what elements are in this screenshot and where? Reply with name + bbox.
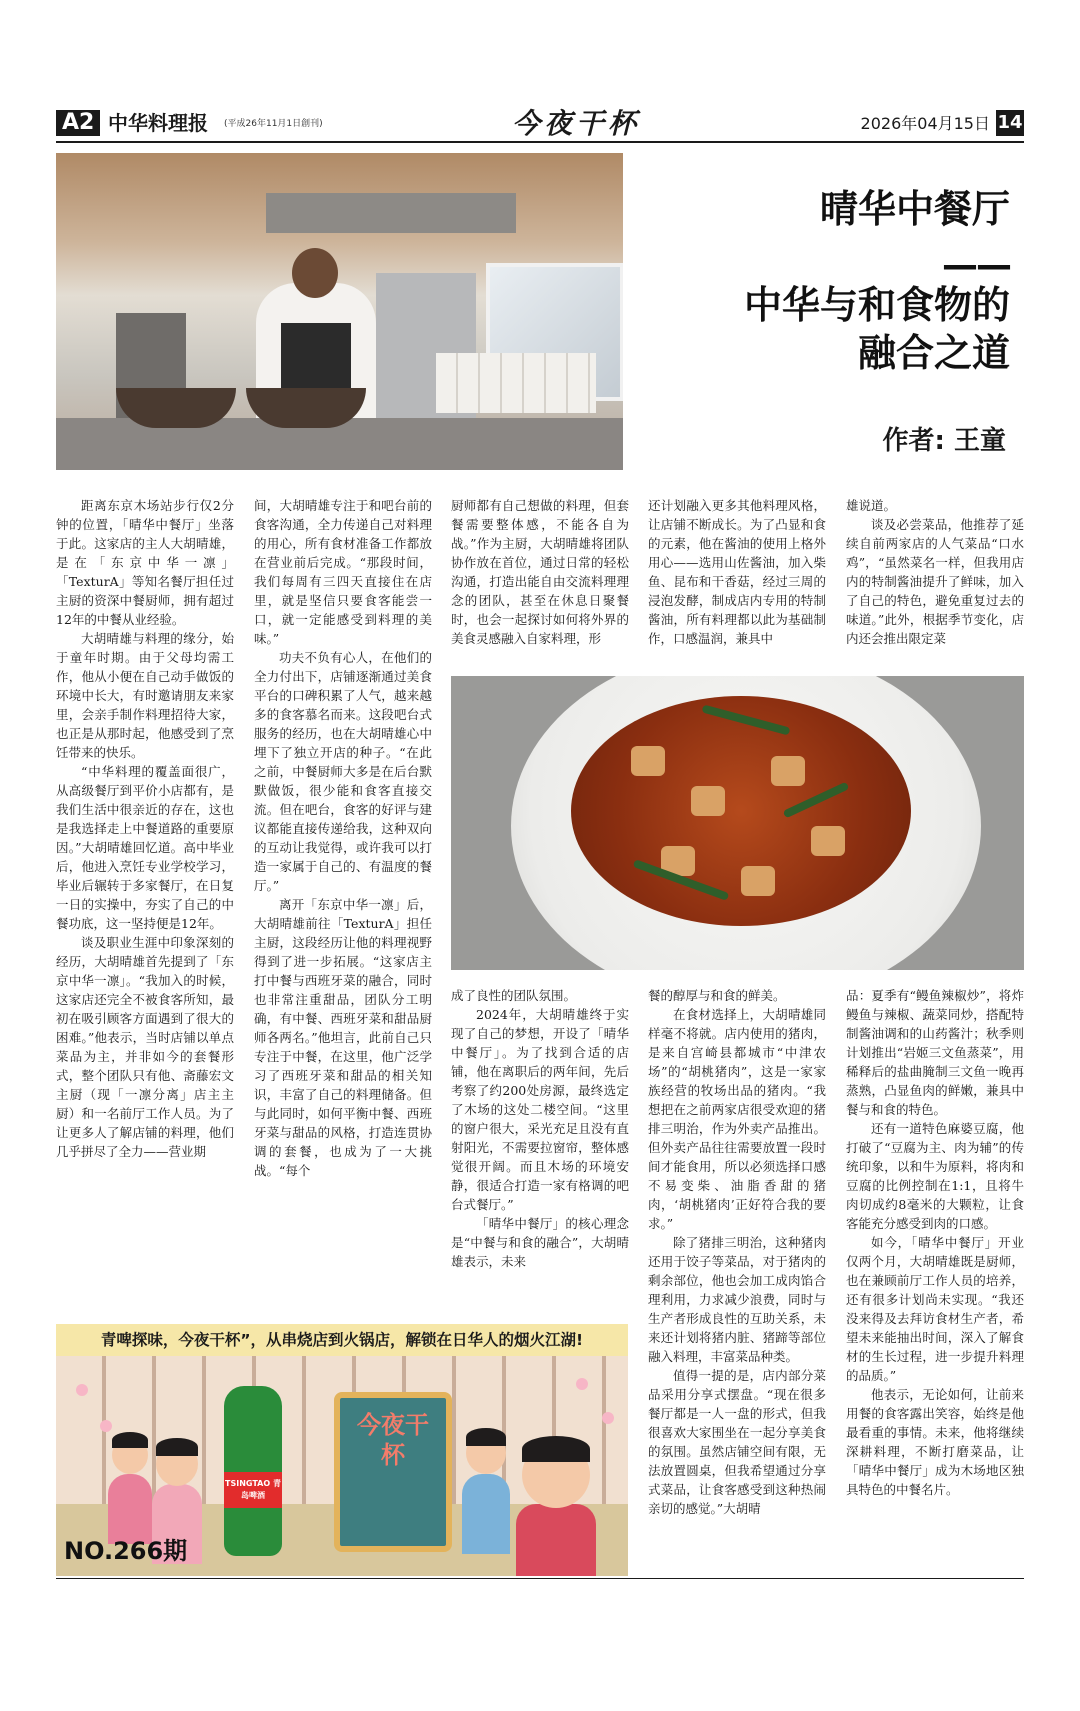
- paragraph: 2024年，大胡晴雄终于实现了自己的梦想，开设了「晴华中餐厅」。为了找到合适的店铺，他在离职后的两年间，先后考察了约200处房源，最终选定了木场的这处二楼空间。“这里的窗户很大，采光充足且没有直射阳光，不需要拉窗帘，整体感觉很开阔。而且木场的环境安静，很适合打造一家有格调的吧台式餐厅。”: [451, 1007, 629, 1212]
- article-column-4-top: [648, 496, 826, 648]
- paragraph: 大胡晴雄与料理的缘分，始于童年时期。由于父母均需工作，他从小便在自己动手做饭的环境中长大，有时邀请朋友来家里，会亲手制作料理招待大家，也正是从那时起，他感受到了烹饪带来的快乐。: [56, 631, 234, 760]
- paragraph: 离开「东京中华一凛」后，大胡晴雄前往「TexturA」担任主厨，这段经历让他的料理视野得到了进一步拓展。“这家店主打中餐与西班牙菜的融合，同时也非常注重甜品，团队分工明确，有中餐、西班牙菜和甜品厨师各两名。”他坦言，此前自己只专注于中餐，在这里，他广泛学习了西班牙菜和甜品的相关知识，丰富了自己的料理储备。但与此同时，如何平衡中餐、西班牙菜与甜品的风格，打造连贯协调的套餐，也成为了一大挑战。“每个: [254, 897, 432, 1178]
- paragraph: 值得一提的是，店内部分菜品采用分享式摆盘。“现在很多餐厅都是一人一盘的形式，但我很喜欢大家围坐在一起分享美食的氛围。虽然店铺空间有限，无法放置圆桌，但我希望通过分享式菜品，让食客感受到这种热闹亲切的感觉。”大胡晴: [648, 1368, 826, 1516]
- paragraph: 品：夏季有“鳗鱼辣椒炒”，将炸鳗鱼与辣椒、蔬菜同炒，搭配特制酱油调和的山药酱汁；秋季则计划推出“岩姬三文鱼蒸菜”，用稀释后的盐曲腌制三文鱼一晚再蒸熟，凸显鱼肉的鲜嫩，兼具中餐与和食的特色。: [846, 988, 1024, 1117]
- headline-dash: ——: [942, 245, 1010, 286]
- article-column-5-top: [846, 496, 1024, 648]
- article-column-3-bottom: [451, 986, 629, 1271]
- article-column-4-bottom: [648, 986, 826, 1518]
- paragraph: 还有一道特色麻婆豆腐，他打破了“豆腐为主、肉为辅”的传统印象，以和牛为原料，将肉和豆腐的比例控制在1:1，且将牛肉切成约8毫米的大颗粒，让食客能充分感受到肉的口感。: [846, 1121, 1024, 1231]
- paragraph: 在食材选择上，大胡晴雄同样毫不将就。店内使用的猪肉，是来自宫崎县都城市“中津农场”的“胡桃猪肉”，这是一家家族经营的牧场出品的猪肉。“我想把在之前两家店很受欢迎的猪排三明治，作为外卖产品推出。但外卖产品往往需要放置一段时间才能食用，所以必须选择口感不易变柴、油脂香甜的猪肉，‘胡桃猪肉’正好符合我的要求。”: [648, 1007, 826, 1231]
- article-column-5-bottom: [846, 986, 1024, 1499]
- beer-bottle-illustration: [224, 1386, 282, 1556]
- page-number: 14: [996, 110, 1024, 136]
- paragraph: 「晴华中餐厅」的核心理念是“中餐与和食的融合”，大胡晴雄表示，未来: [451, 1216, 629, 1269]
- article-column-3-top: [451, 496, 629, 648]
- paragraph: “中华料理的覆盖面很广，从高级餐厅到平价小店都有，是我们生活中很亲近的存在，这也是我选择走上中餐道路的重要原因。”大胡晴雄回忆道。高中毕业后，他进入烹饪专业学校学习，毕业后辗转于多家餐厅，在日复一日的实操中，夯实了自己的中餐功底，这一坚持便是12年。: [56, 764, 234, 931]
- paper-name: 中华料理报: [108, 111, 208, 135]
- issue-date: 2026年04月15日: [860, 114, 990, 133]
- masthead: [56, 108, 1024, 140]
- paragraph: 谈及必尝菜品，他推荐了延续自前两家店的人气菜品“口水鸡”，“虽然菜名一样，但我用店内的特制酱油提升了鲜味，加入了自己的特色，避免重复过去的味道。”此外，根据季节变化，店内还会推出限定菜: [846, 517, 1024, 646]
- author-byline: 作者: 王童: [882, 426, 1006, 456]
- paragraph: 功夫不负有心人，在他们的全力付出下，店铺逐渐通过美食平台的口碑积累了人气，越来越多的食客慕名而来。这段吧台式服务的经历，也在大胡晴雄心中埋下了独立开店的种子。“在此之前，中餐厨师大多是在后台默默做饭，很少能和食客直接交流。但在吧台，食客的好评与建议都能直接传递给我，这种双向的互动让我觉得，或许我可以打造一家属于自己的、有温度的餐厅。”: [254, 650, 432, 893]
- kitchen-photo: [56, 153, 623, 470]
- paragraph: 还计划融入更多其他料理风格，让店铺不断成长。为了凸显和食的元素，他在酱油的使用上格外用心——选用山佐酱油，加入柴鱼、昆布和干香菇，经过三周的浸泡发酵，制成店内专用的特制酱油，所有料理都以此为基础制作，口感温润，兼具中: [648, 498, 826, 646]
- promo-banner: [56, 1324, 628, 1576]
- headline-subtitle-line1: 中华与和食物的: [743, 283, 1010, 327]
- paragraph: 如今，「晴华中餐厅」开业仅两个月，大胡晴雄既是厨师，也在兼顾前厅工作人员的培养，还有很多计划尚未实现。“我还没来得及去拜访食材生产者，希望未来能抽出时间，深入了解食材的生长过程，进一步提升料理的品质。”: [846, 1235, 1024, 1383]
- article-column-1: [56, 496, 234, 1161]
- paragraph: 成了良性的团队氛围。: [451, 988, 577, 1003]
- issue-number: NO.266期: [64, 1537, 188, 1565]
- banner-sign-text: 今夜干杯: [357, 1411, 429, 1469]
- headline-subtitle-line2: 融合之道: [857, 331, 1010, 375]
- founding-note: (平成26年11月1日創刊): [224, 119, 323, 129]
- paragraph: 餐的醇厚与和食的鲜美。: [648, 988, 786, 1003]
- paragraph: 除了猪排三明治，这种猪肉还用于饺子等菜品，对于猪肉的剩余部位，他也会加工成肉馅合理利用，力求减少浪费，同时与生产者形成良性的互助关系，未来还计划将猪内脏、猪蹄等部位融入料理，丰富菜品种类。: [648, 1235, 826, 1364]
- paragraph: 雄说道。: [846, 498, 897, 513]
- bottom-rule: [56, 1578, 1024, 1579]
- paragraph: 他表示，无论如何，让前来用餐的食客露出笑容，始终是他最看重的事情。未来，他将继续深耕料理，不断打磨菜品，让「晴华中餐厅」成为木场地区独具特色的中餐名片。: [846, 1387, 1024, 1497]
- paragraph: 距离东京木场站步行仅2分钟的位置，「晴华中餐厅」坐落于此。这家店的主人大胡晴雄，是在「东京中华一凛」「TexturA」等知名餐厅担任过主厨的资深中餐厨师，拥有超过12年的中餐从业经验。: [56, 498, 234, 627]
- page-code: A2: [56, 110, 100, 136]
- article-column-2: [254, 496, 432, 1180]
- column-name: 今夜干杯: [511, 107, 640, 140]
- bottle-label: TSINGTAO 青岛啤酒: [224, 1472, 282, 1508]
- banner-title: 青啤探味，今夜干杯”，从串烧店到火锅店，解锁在日华人的烟火江湖!: [56, 1324, 628, 1356]
- masthead-rule: [56, 141, 1024, 143]
- paragraph: 间，大胡晴雄专注于和吧台前的食客沟通，全力传递自己对料理的用心，所有食材准备工作都放在营业前后完成。“那段时间，我们每周有三四天直接住在店里，就是坚信只要食客能尝一口，就一定能感受到料理的美味。”: [254, 498, 432, 646]
- mapo-tofu-photo: [451, 676, 1024, 970]
- headline-title: 晴华中餐厅: [819, 187, 1010, 231]
- paragraph: 厨师都有自己想做的料理，但套餐需要整体感，不能各自为战。”作为主厨，大胡晴雄将团队协作放在首位，通过日常的轻松沟通，打造出能自由交流料理理念的团队，甚至在休息日聚餐时，也会一起探讨如何将外界的美食灵感融入自家料理，形: [451, 498, 629, 646]
- paragraph: 谈及职业生涯中印象深刻的经历，大胡晴雄首先提到了「东京中华一凛」。“我加入的时候，这家店还完全不被食客所知，最初在吸引顾客方面遇到了很大的困难。”他表示，当时店铺以单点菜品为主，并非如今的套餐形式，整个团队只有他、斋藤宏文主厨（现「一凛分离」店主主厨）和一名前厅工作人员。为了让更多人了解店铺的料理，他们几乎拼尽了全力——营业期: [56, 935, 234, 1159]
